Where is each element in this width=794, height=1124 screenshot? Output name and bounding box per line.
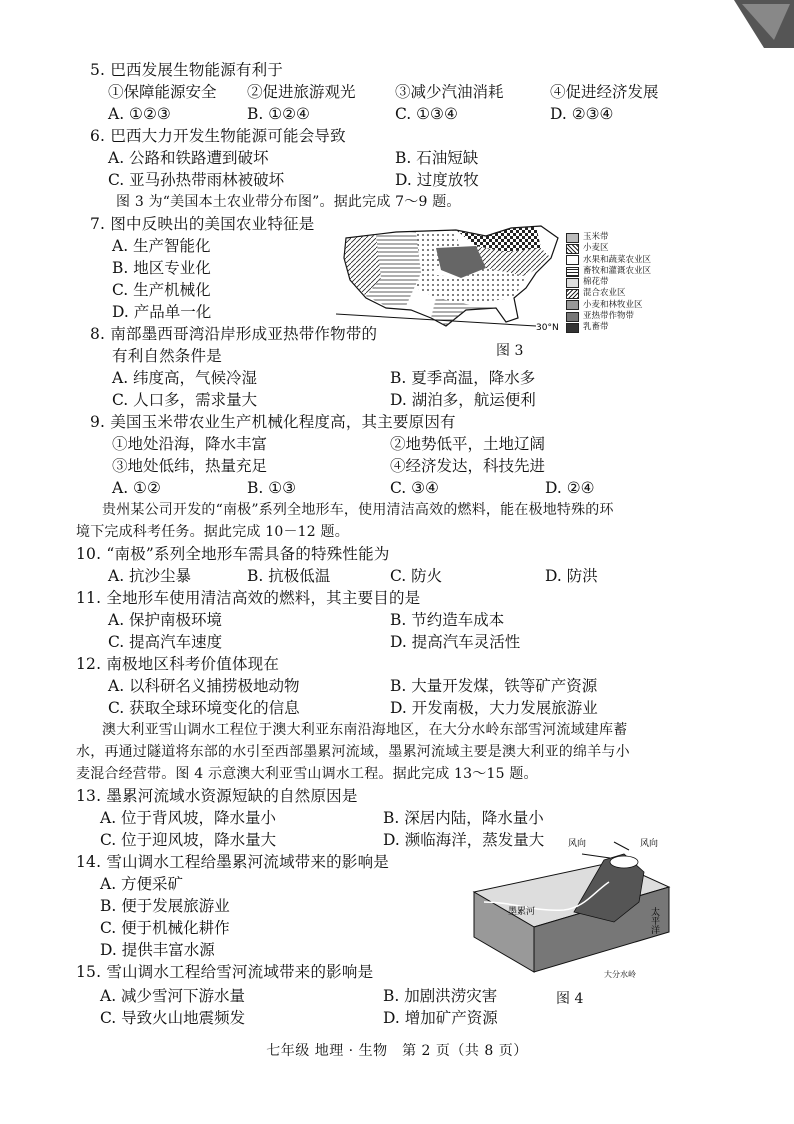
intro-10-12-line1: 贵州某公司开发的“南极”系列全地形车，使用清洁高效的燃料，能在极地特殊的环 — [102, 502, 614, 518]
legend-item: 小麦区 — [583, 243, 609, 254]
q7-option-a: A. 生产智能化 — [112, 237, 211, 255]
river-label: 墨累河 — [508, 907, 536, 917]
q13-stem: 13. 墨累河流域水资源短缺的自然原因是 — [76, 787, 358, 805]
q9-item-1: ①地处沿海，降水丰富 — [112, 435, 268, 453]
q14-option-a: A. 方便采矿 — [100, 875, 184, 893]
intro-7-9: 图 3 为“美国本土农业带分布图”。据此完成 7～9 题。 — [116, 194, 461, 210]
intro-13-15-line2: 水，再通过隧道将东部的水引至西部墨累河流域，墨累河流域主要是澳大利亚的绵羊与小 — [76, 744, 630, 760]
q8-stem-line1: 8. 南部墨西哥湾沿岸形成亚热带作物带的 — [90, 325, 378, 343]
q11-option-b: B. 节约造车成本 — [390, 611, 505, 629]
intro-13-15-line1: 澳大利亚雪山调水工程位于澳大利亚东南沿海地区，在大分水岭东部雪河流域建库蓄 — [102, 722, 628, 738]
q15-option-c: C. 导致火山地震频发 — [100, 1009, 246, 1027]
q14-option-c: C. 便于机械化耕作 — [100, 919, 230, 937]
q12-option-d: D. 开发南极，大力发展旅游业 — [390, 699, 598, 717]
q7-option-b: B. 地区专业化 — [112, 259, 211, 277]
page-corner-mark — [734, 0, 794, 48]
snowy-mountains-diagram — [464, 832, 679, 982]
legend-item: 混合农业区 — [583, 288, 626, 299]
q6-option-a: A. 公路和铁路遭到破坏 — [108, 149, 269, 167]
q13-option-c: C. 位于迎风坡，降水量大 — [100, 831, 277, 849]
q8-option-c: C. 人口多，需求量大 — [112, 391, 258, 409]
q12-option-a: A. 以科研名义捕捞极地动物 — [108, 677, 300, 695]
q5-item-4: ④促进经济发展 — [550, 83, 659, 101]
q10-option-c: C. 防火 — [390, 567, 443, 585]
q11-stem: 11. 全地形车使用清洁高效的燃料，其主要目的是 — [76, 589, 421, 607]
q10-stem: 10. “南极”系列全地形车需具备的特殊性能为 — [76, 545, 390, 563]
q9-item-2: ②地势低平，土地辽阔 — [390, 435, 546, 453]
q15-option-a: A. 减少雪河下游水量 — [100, 987, 246, 1005]
q11-option-d: D. 提高汽车灵活性 — [390, 633, 521, 651]
intro-13-15-line3: 麦混合经营带。图 4 示意澳大利亚雪山调水工程。据此完成 13～15 题。 — [76, 766, 538, 782]
legend-item: 畜牧和灌溉农业区 — [583, 265, 652, 276]
q9-option-a: A. ①② — [112, 479, 161, 497]
q13-option-b: B. 深居内陆，降水量小 — [383, 809, 544, 827]
figure-3-label: 图 3 — [496, 343, 524, 359]
q6-option-b: B. 石油短缺 — [395, 149, 479, 167]
q14-stem: 14. 雪山调水工程给墨累河流域带来的影响是 — [76, 853, 389, 871]
legend-item: 玉米带 — [583, 232, 609, 242]
q6-option-d: D. 过度放牧 — [395, 171, 479, 189]
q5-option-c: C. ①③④ — [395, 105, 458, 123]
q13-option-a: A. 位于背风坡，降水量小 — [100, 809, 277, 827]
q9-item-4: ④经济发达，科技先进 — [390, 457, 546, 475]
q12-option-c: C. 获取全球环境变化的信息 — [108, 699, 300, 717]
q7-option-d: D. 产品单一化 — [112, 303, 212, 321]
ocean-label: 太平洋 — [649, 907, 659, 934]
latitude-label: 30°N — [536, 323, 559, 333]
page-footer: 七年级 地理 · 生物 第 2 页（共 8 页） — [266, 1043, 528, 1059]
q13-option-d: D. 濒临海洋，蒸发量大 — [383, 831, 545, 849]
range-label: 大分水岭 — [604, 970, 636, 979]
q7-option-c: C. 生产机械化 — [112, 281, 211, 299]
q11-option-a: A. 保护南极环境 — [108, 611, 223, 629]
figure-4-label: 图 4 — [556, 991, 584, 1007]
q12-option-b: B. 大量开发煤，铁等矿产资源 — [390, 677, 598, 695]
q9-option-c: C. ③④ — [390, 479, 439, 497]
q12-stem: 12. 南极地区科考价值体现在 — [76, 655, 280, 673]
q8-option-a: A. 纬度高，气候冷湿 — [112, 369, 258, 387]
q5-item-2: ②促进旅游观光 — [247, 83, 356, 101]
q6-stem: 6. 巴西大力开发生物能源可能会导致 — [90, 127, 346, 145]
q15-option-d: D. 增加矿产资源 — [383, 1009, 498, 1027]
q14-option-b: B. 便于发展旅游业 — [100, 897, 230, 915]
q5-option-b: B. ①②④ — [247, 105, 310, 123]
q10-option-b: B. 抗极低温 — [247, 567, 331, 585]
legend-item: 乳畜带 — [583, 322, 609, 333]
q8-stem-line2: 有利自然条件是 — [112, 347, 222, 365]
wind-label-2: 风向 — [640, 839, 659, 849]
q6-option-c: C. 亚马孙热带雨林被破坏 — [108, 171, 285, 189]
q8-option-b: B. 夏季高温，降水多 — [390, 369, 536, 387]
q5-option-a: A. ①②③ — [108, 105, 171, 123]
q8-option-d: D. 湖泊多，航运便利 — [390, 391, 536, 409]
q15-option-b: B. 加剧洪涝灾害 — [383, 987, 498, 1005]
map-legend — [566, 232, 651, 334]
q9-item-3: ③地处低纬，热量充足 — [112, 457, 268, 475]
q10-option-a: A. 抗沙尘暴 — [108, 567, 192, 585]
legend-item: 棉花带 — [583, 277, 609, 288]
q14-option-d: D. 提供丰富水源 — [100, 941, 215, 959]
q5-item-3: ③减少汽油消耗 — [395, 83, 504, 101]
intro-10-12-line2: 境下完成科考任务。据此完成 10－12 题。 — [76, 524, 349, 540]
q11-option-c: C. 提高汽车速度 — [108, 633, 223, 651]
wind-label-1: 风向 — [568, 839, 587, 849]
q5-item-1: ①保障能源安全 — [108, 83, 217, 101]
q5-option-d: D. ②③④ — [550, 105, 614, 123]
q15-stem: 15. 雪山调水工程给雪河流域带来的影响是 — [76, 963, 374, 981]
legend-item: 亚热带作物带 — [583, 311, 635, 322]
q9-option-d: D. ②④ — [545, 479, 595, 497]
q7-stem: 7. 图中反映出的美国农业特征是 — [90, 215, 315, 233]
legend-item: 水果和蔬菜农业区 — [583, 254, 652, 265]
legend-item: 小麦和林牧业区 — [583, 299, 643, 310]
q10-option-d: D. 防洪 — [545, 567, 598, 585]
q9-option-b: B. ①③ — [247, 479, 297, 497]
q9-stem: 9. 美国玉米带农业生产机械化程度高，其主要原因有 — [90, 413, 456, 431]
q5-stem: 5. 巴西发展生物能源有利于 — [90, 61, 284, 79]
